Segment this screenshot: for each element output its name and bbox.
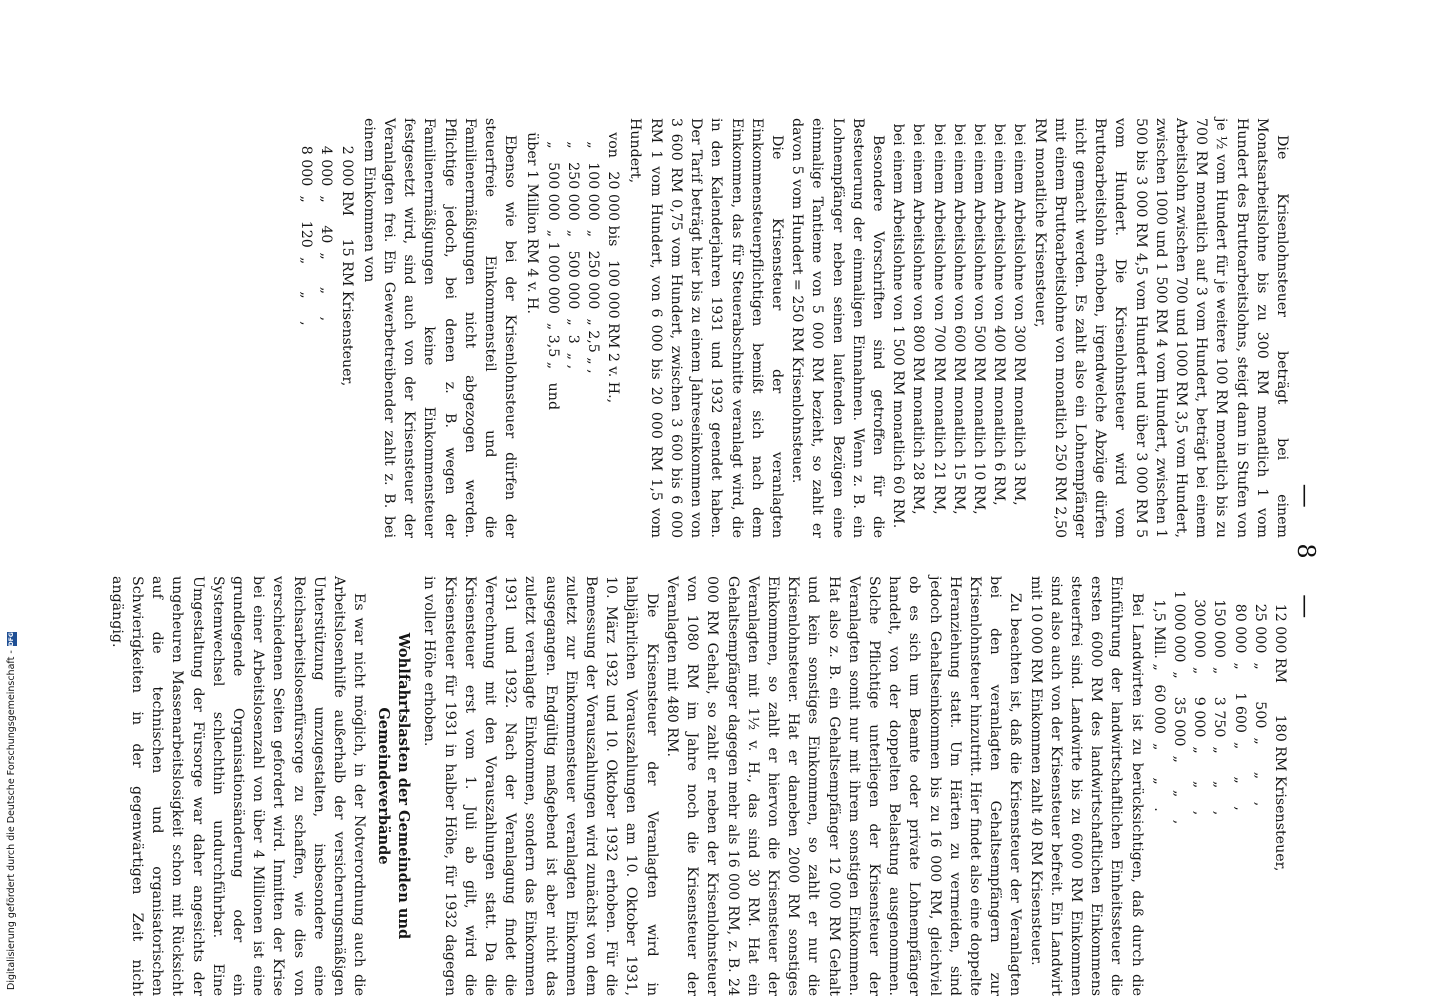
- paragraph-krisenlohnsteuer: Die Krisenlohnsteuer beträgt bei einem Monatsarbeitslohne bis zu 300 RM monatlich 1 vom Hundert des Bruttoarbeitslohns, steigt dann in Stufen von je ½ vom Hundert für je weitere 100 RM monatlich bis zu 700 RM monatlich auf 3 vom Hundert, beträgt bei einem Arbeitslohn zwischen 700 und 1000 RM 3,5 vom Hundert, zwischen 1000 und 1 500 RM 4 vom Hundert, zwischen 1 500 bis 3 000 RM 4,5 vom Hundert und über 3 000 RM 5 vom Hundert. Die Krisenlohnsteuer wird vom Bruttoarbeitslohn erhoben, irgendwelche Abzüge dürfen nicht gemacht werden. Es zahlt also ein Lohnempfänger mit einem Bruttoarbeitslohne von monatlich 250 RM 2,50 RM monatliche Krisensteuer,: [1031, 118, 1290, 538]
- page-number: — 8 —: [1292, 483, 1320, 633]
- dfg-logo-icon: DFG: [7, 632, 15, 647]
- paragraph-einmalige-einnahmen: Besondere Vorschriften sind getroffen für die Besteuerung der einmaligen Einnahmen. Wenn z. B. ein Lohnempfänger neben seinen laufenden Bezügen eine einmalige Tantieme von 5 000 RM bezieht, so zahlt er davon 5 vom Hundert = 250 RM Krisenlohnsteuer.: [789, 118, 886, 538]
- paragraph-wohlfahrtslasten: Es war nicht möglich, in der Notverordnung auch die Arbeitslosenhilfe außerhalb der versicherungsmäßigen Unterstützung umzugestalten, insbesondere eine Reichsarbeitslosenfürsorge zu schaffen, wie dies von verschiedenen Seiten gefordert wird. Inmitten der Krise bei einer Arbeitslosenzahl von über 4 Millionen ist eine grundlegende Organisationsänderung oder ein Systemwechsel schlechthin undurchführbar. Eine Umgestaltung der Fürsorge war daher angesichts der ungeheuren Massenarbeitslosigkeit schon mit Rücksicht auf die technischen und organisatorischen Schwierigkeiten in der gegenwärtigen Zeit nicht angängig.: [108, 576, 368, 996]
- list-item: 25 000 „ 500 „ „ ,: [1251, 590, 1268, 807]
- list-item: 150 000 „ 3 750 „ „ ,: [1211, 590, 1228, 816]
- list-item: „ 100 000 „ 250 000 „ 2,5 „ ,: [585, 132, 602, 374]
- list-item: bei einem Arbeitslohne von 300 RM monatlich 3 RM,: [1011, 123, 1028, 506]
- list-item: bei einem Arbeitslohne von 400 RM monatlich 6 RM,: [991, 123, 1008, 506]
- right-column: [107, 576, 1292, 996]
- list-item: „ 250 000 „ 500 000 „ 3 „ ,: [564, 132, 581, 370]
- wage-example-list: [888, 118, 1029, 538]
- list-item: 1 000 000 „ 35 000 „ „ ,: [1170, 590, 1187, 825]
- list-item: 300 000 „ 9 000 „ „ ,: [1191, 590, 1208, 816]
- list-item: über 1 Million RM 4 v. H.: [524, 132, 541, 314]
- list-item: bei einem Arbeitslohne von 800 RM monatlich 28 RM,: [910, 123, 927, 515]
- list-item: bei einem Arbeitslohne von 700 RM monatlich 21 RM,: [930, 123, 947, 515]
- list-item: bei einem Arbeitslohne von 1 500 RM monatlich 60 RM.: [890, 123, 907, 529]
- paragraph-landwirte: Bei Landwirten ist zu berücksichtigen, daß durch die Einführung der landwirtschaftlichen Einheitssteuer die ersten 6000 RM des landwirtschaftlichen Einkommens steuerfrei sind. Landwirte bis zu 6000 RM Einkommen sind also auch von der Krisensteuer befreit. Ein Landwirt mit 10 000 RM Einkommen zahlt 40 RM Krisensteuer.: [1027, 576, 1145, 996]
- list-item: „ 500 000 „ 1 000 000 „ 3,5 „ und: [544, 132, 561, 411]
- paragraph-veranlagte: Die Krisensteuer der veranlagten Einkommensteuerpflichtigen bemißt sich nach dem Einkommen, das für Steuerabschnitte veranlagt wird, die in den Kalenderjahren 1931 und 1932 geendet haben. Der Tarif beträgt hier bis zu einem Jahreseinkommen von 3 600 RM 0,75 vom Hundert, zwischen 3 600 bis 6 000 RM 1 vom Hundert, von 6 000 bis 20 000 RM 1,5 vom Hundert,: [627, 118, 785, 538]
- left-column: [294, 118, 1292, 538]
- paragraph-ebenso: Ebenso wie bei der Krisenlohnsteuer dürfen der steuerfreie Einkommensteil und die Familienermäßigungen nicht abgezogen werden. Pflichtige jedoch, bei denen z. B. wegen der Familienermäßigungen keine Einkommensteuer festgesetzt wird, sind auch von der Krisensteuer der Veranlagten frei. Ein Gewerbetreibender zahlt z. B. bei einem Einkommen von: [360, 118, 519, 538]
- digitization-credit: [2, 0, 18, 1000]
- list-item: 12 000 RM 180 RM Krisensteuer,: [1272, 590, 1288, 872]
- list-item: von 20 000 bis 100 000 RM 2 v. H.,: [605, 132, 622, 404]
- list-item: 1,5 Mill. „ 60 000 „ „ .: [1150, 590, 1167, 812]
- paragraph-zu-beachten: Zu beachten ist, daß die Krisensteuer der Veranlagten bei den veranlagten Gehaltsempfängern zur Krisenlohnsteuer hinzutritt. Hier findet also eine doppelte Heranziehung statt. Um Härten zu vermeiden, sind jedoch Gehaltseinkommen bis zu 16 000 RM, gleichviel ob es sich um Beamte oder private Lohnempfänger handelt, von der doppelten Belastung ausgenommen. Solche Pflichtige unterliegen der Krisensteuer der Veranlagten somit nur mit ihrem sonstigen Einkommen. Hat also z. B. ein Gehaltsempfänger 12 000 RM Gehalt und kein sonstiges Einkommen, so zahlt er nur die Krisenlohnsteuer. Hat er daneben 2000 RM sonstiges Einkommen, so zahlt er hiervon die Krisensteuer der Veranlagten mit 1½ v. H., das sind 30 RM. Hat ein Gehaltsempfänger dagegen mehr als 16 000 RM, z. B. 24 000 RM Gehalt, so zahlt er neben der Krisenlohnsteuer von 1080 RM im Jahre noch die Krisensteuer der Veranlagten mit 480 RM.: [663, 576, 1024, 996]
- list-item: 2 000 RM 15 RM Krisensteuer,: [338, 132, 355, 387]
- list-item: bei einem Arbeitslohne von 500 RM monatlich 10 RM,: [970, 123, 987, 515]
- list-item: 4 000 „ 40 „ „ ,: [318, 132, 335, 322]
- income-example-list: [296, 132, 357, 538]
- credit-text: Digitalisierung gefördert durch die Deutsche Forschungsgemeinschaft -: [6, 650, 17, 990]
- list-item: 80 000 „ 1 600 „ „ ,: [1231, 590, 1248, 811]
- rotated-page-content: [108, 118, 1320, 998]
- list-item: bei einem Arbeitslohne von 600 RM monatlich 15 RM,: [950, 123, 967, 515]
- paragraph-vorauszahlungen: Die Krisensteuer der Veranlagten wird in halbjährlichen Vorauszahlungen am 10. Oktober 1931, 10. März 1932 und 10. Oktober 1932 erhoben. Für die Bemessung der Vorauszahlungen wird zunächst von dem zuletzt zur Einkommensteuer veranlagten Einkommen ausgegangen. Endgültig maßgebend ist aber nicht das zuletzt veranlagte Einkommen, sondern das Einkommen 1931 und 1932. Nach der Veranlagung findet die Verrechnung mit den Vorauszahlungen statt. Da die Krisensteuer erst vom 1. Juli ab gilt, wird die Krisensteuer für 1931 in halber Höhe, für 1932 dagegen in voller Höhe erhoben.: [421, 576, 660, 996]
- income-example-list-continued: [1149, 590, 1290, 996]
- section-heading: Wohlfahrtslasten der Gemeinden und Gemeindeverbände: [375, 632, 413, 940]
- list-item: 8 000 „ 120 „ „ ,: [298, 132, 315, 326]
- tax-rate-list: [522, 132, 623, 538]
